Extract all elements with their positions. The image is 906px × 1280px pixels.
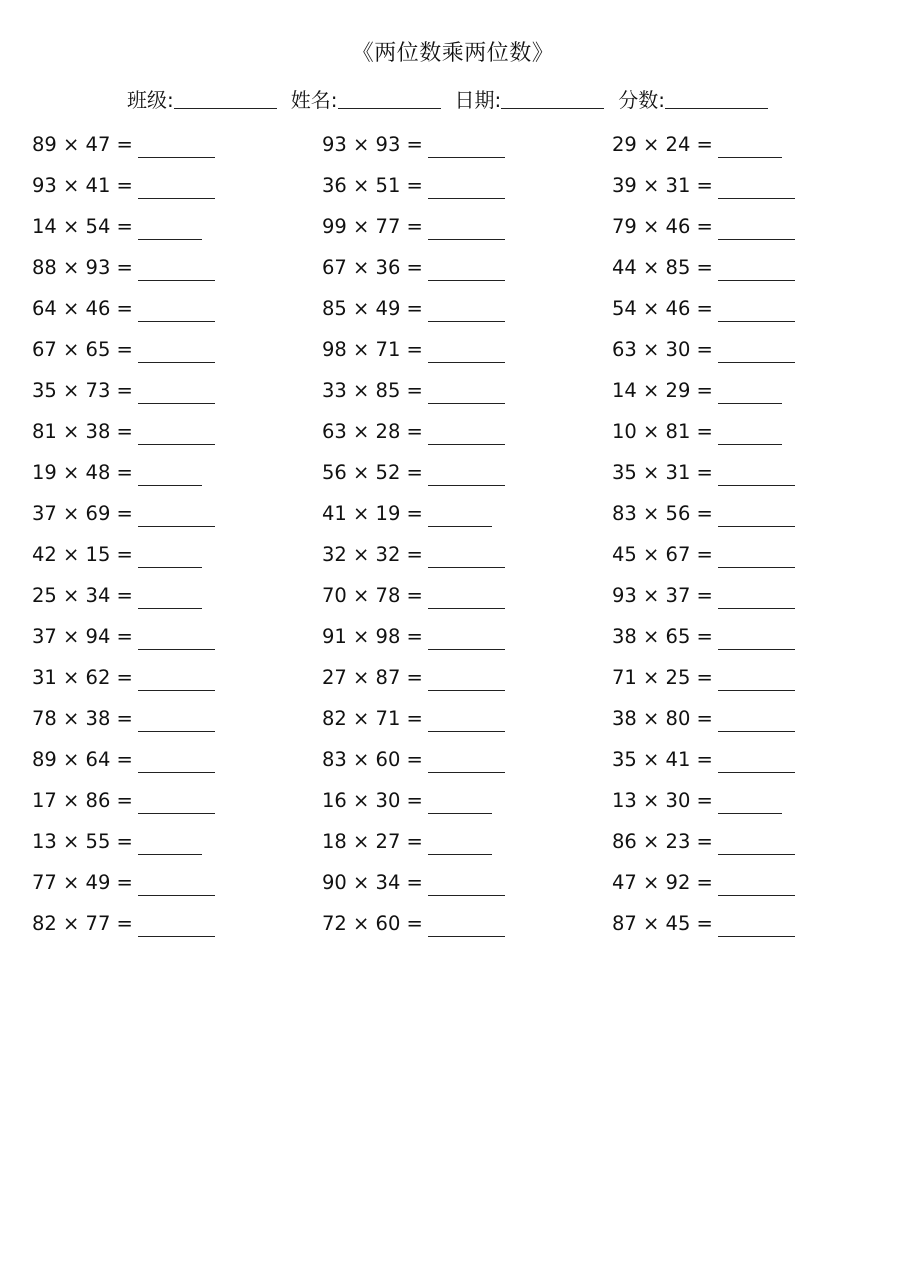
problem-expression: 89 × 47 = [32, 133, 133, 156]
answer-blank[interactable] [138, 791, 215, 814]
problem-expression: 32 × 32 = [322, 543, 423, 566]
answer-blank[interactable] [428, 504, 492, 527]
problem-item [612, 165, 882, 206]
answer-blank[interactable] [718, 709, 795, 732]
problem-expression: 87 × 45 = [612, 912, 713, 935]
problem-item [612, 739, 882, 780]
problem-item [32, 493, 322, 534]
problem-item [612, 862, 882, 903]
class-field [127, 86, 277, 114]
answer-blank[interactable] [138, 545, 202, 568]
problem-expression: 93 × 93 = [322, 133, 423, 156]
class-label: 班级: [127, 88, 174, 112]
worksheet-title: 《两位数乘两位数》 [351, 41, 555, 66]
problem-item [32, 124, 322, 165]
problem-item [322, 370, 612, 411]
problem-item [322, 329, 612, 370]
problem-item [322, 575, 612, 616]
answer-blank[interactable] [428, 135, 505, 158]
date-field [455, 86, 605, 114]
problem-item [32, 739, 322, 780]
answer-blank[interactable] [718, 873, 795, 896]
problem-item [612, 698, 882, 739]
problem-item [322, 903, 612, 944]
problem-expression: 54 × 46 = [612, 297, 713, 320]
problem-expression: 35 × 41 = [612, 748, 713, 771]
answer-blank[interactable] [718, 176, 795, 199]
problem-expression: 91 × 98 = [322, 625, 423, 648]
problem-item [612, 370, 882, 411]
problem-expression: 29 × 24 = [612, 133, 713, 156]
problem-expression: 89 × 64 = [32, 748, 133, 771]
student-info-row [127, 84, 768, 114]
problem-item [32, 329, 322, 370]
problem-expression: 70 × 78 = [322, 584, 423, 607]
score-field [618, 86, 768, 114]
problem-item [322, 616, 612, 657]
problem-item [612, 657, 882, 698]
problem-grid [32, 124, 882, 944]
problem-item [32, 206, 322, 247]
date-label: 日期: [454, 88, 502, 112]
problem-expression: 63 × 28 = [322, 420, 423, 443]
answer-blank[interactable] [428, 832, 492, 855]
answer-blank[interactable] [428, 340, 505, 363]
answer-blank[interactable] [718, 750, 795, 773]
problem-expression: 72 × 60 = [322, 912, 423, 935]
answer-blank[interactable] [138, 258, 215, 281]
problem-item [32, 288, 322, 329]
answer-blank[interactable] [138, 914, 215, 937]
answer-blank[interactable] [428, 258, 505, 281]
problem-item [612, 206, 882, 247]
problem-item [612, 616, 882, 657]
problem-expression: 99 × 77 = [322, 215, 423, 238]
problem-expression: 67 × 36 = [322, 256, 423, 279]
problem-item [322, 862, 612, 903]
problem-item [32, 903, 322, 944]
problem-expression: 82 × 71 = [322, 707, 423, 730]
answer-blank[interactable] [718, 627, 795, 650]
problem-expression: 14 × 29 = [612, 379, 713, 402]
problem-item [322, 493, 612, 534]
problem-item [612, 329, 882, 370]
problem-item [32, 698, 322, 739]
answer-blank[interactable] [718, 299, 795, 322]
problem-expression: 33 × 85 = [322, 379, 423, 402]
problem-item [322, 165, 612, 206]
answer-blank[interactable] [138, 176, 215, 199]
problem-item [322, 452, 612, 493]
problem-item [612, 903, 882, 944]
problem-item [322, 124, 612, 165]
problem-expression: 42 × 15 = [32, 543, 133, 566]
answer-blank[interactable] [718, 422, 782, 445]
problem-item [32, 862, 322, 903]
answer-blank[interactable] [718, 791, 782, 814]
class-blank[interactable] [174, 86, 277, 109]
name-field [291, 86, 441, 114]
answer-blank[interactable] [428, 586, 505, 609]
problem-item [32, 247, 322, 288]
problem-expression: 81 × 38 = [32, 420, 133, 443]
answer-blank[interactable] [138, 668, 215, 691]
answer-blank[interactable] [138, 381, 215, 404]
problem-expression: 37 × 69 = [32, 502, 133, 525]
answer-blank[interactable] [718, 668, 795, 691]
answer-blank[interactable] [138, 832, 202, 855]
problem-item [322, 698, 612, 739]
answer-blank[interactable] [138, 586, 202, 609]
problem-expression: 16 × 30 = [322, 789, 423, 812]
problem-expression: 14 × 54 = [32, 215, 133, 238]
answer-blank[interactable] [718, 504, 795, 527]
problem-item [612, 575, 882, 616]
problem-expression: 93 × 41 = [32, 174, 133, 197]
problem-item [322, 534, 612, 575]
answer-blank[interactable] [138, 299, 215, 322]
score-label: 分数: [618, 88, 665, 112]
answer-blank[interactable] [138, 627, 215, 650]
problem-expression: 83 × 56 = [612, 502, 713, 525]
problem-item [612, 452, 882, 493]
problem-expression: 19 × 48 = [32, 461, 133, 484]
problem-expression: 56 × 52 = [322, 461, 423, 484]
problem-expression: 17 × 86 = [32, 789, 133, 812]
answer-blank[interactable] [138, 873, 215, 896]
problem-item [32, 575, 322, 616]
problem-expression: 38 × 65 = [612, 625, 713, 648]
problem-item [612, 247, 882, 288]
problem-item [32, 370, 322, 411]
answer-blank[interactable] [428, 463, 505, 486]
answer-blank[interactable] [428, 873, 505, 896]
problem-expression: 13 × 30 = [612, 789, 713, 812]
answer-blank[interactable] [428, 791, 492, 814]
problem-item [322, 411, 612, 452]
problem-item [32, 534, 322, 575]
problem-item [612, 124, 882, 165]
problem-item [612, 780, 882, 821]
problem-expression: 78 × 38 = [32, 707, 133, 730]
problem-item [322, 206, 612, 247]
problem-expression: 10 × 81 = [612, 420, 713, 443]
problem-expression: 41 × 19 = [322, 502, 423, 525]
answer-blank[interactable] [138, 422, 215, 445]
problem-item [612, 493, 882, 534]
problem-item [32, 165, 322, 206]
problem-expression: 36 × 51 = [322, 174, 423, 197]
answer-blank[interactable] [428, 299, 505, 322]
problem-item [32, 657, 322, 698]
answer-blank[interactable] [428, 750, 505, 773]
problem-item [32, 411, 322, 452]
answer-blank[interactable] [138, 217, 202, 240]
name-blank[interactable] [338, 86, 441, 109]
problem-item [612, 288, 882, 329]
problem-expression: 88 × 93 = [32, 256, 133, 279]
answer-blank[interactable] [138, 709, 215, 732]
problem-expression: 37 × 94 = [32, 625, 133, 648]
problem-expression: 35 × 31 = [612, 461, 713, 484]
problem-item [32, 452, 322, 493]
problem-item [32, 821, 322, 862]
answer-blank[interactable] [138, 504, 215, 527]
answer-blank[interactable] [718, 381, 782, 404]
problem-expression: 79 × 46 = [612, 215, 713, 238]
problem-expression: 71 × 25 = [612, 666, 713, 689]
problem-item [322, 739, 612, 780]
answer-blank[interactable] [718, 914, 795, 937]
problem-expression: 31 × 62 = [32, 666, 133, 689]
problem-expression: 86 × 23 = [612, 830, 713, 853]
answer-blank[interactable] [718, 258, 795, 281]
problem-expression: 90 × 34 = [322, 871, 423, 894]
problem-expression: 45 × 67 = [612, 543, 713, 566]
answer-blank[interactable] [428, 381, 505, 404]
problem-expression: 27 × 87 = [322, 666, 423, 689]
date-blank[interactable] [501, 86, 604, 109]
problem-expression: 82 × 77 = [32, 912, 133, 935]
problem-expression: 25 × 34 = [32, 584, 133, 607]
answer-blank[interactable] [718, 832, 795, 855]
problem-expression: 47 × 92 = [612, 871, 713, 894]
problem-item [32, 780, 322, 821]
problem-item [612, 534, 882, 575]
problem-expression: 67 × 65 = [32, 338, 133, 361]
problem-item [612, 821, 882, 862]
answer-blank[interactable] [718, 545, 795, 568]
problem-expression: 38 × 80 = [612, 707, 713, 730]
answer-blank[interactable] [718, 463, 795, 486]
problem-item [612, 411, 882, 452]
answer-blank[interactable] [718, 135, 782, 158]
answer-blank[interactable] [428, 709, 505, 732]
problem-item [322, 821, 612, 862]
name-label: 姓名: [290, 88, 338, 112]
problem-item [322, 657, 612, 698]
problem-item [322, 780, 612, 821]
answer-blank[interactable] [428, 545, 505, 568]
answer-blank[interactable] [138, 340, 215, 363]
problem-item [322, 288, 612, 329]
problem-expression: 77 × 49 = [32, 871, 133, 894]
answer-blank[interactable] [718, 217, 795, 240]
answer-blank[interactable] [428, 176, 505, 199]
answer-blank[interactable] [138, 135, 215, 158]
answer-blank[interactable] [428, 668, 505, 691]
problem-expression: 93 × 37 = [612, 584, 713, 607]
problem-expression: 35 × 73 = [32, 379, 133, 402]
answer-blank[interactable] [718, 340, 795, 363]
answer-blank[interactable] [428, 217, 505, 240]
problem-expression: 39 × 31 = [612, 174, 713, 197]
problem-expression: 83 × 60 = [322, 748, 423, 771]
answer-blank[interactable] [428, 627, 505, 650]
answer-blank[interactable] [428, 422, 505, 445]
answer-blank[interactable] [718, 586, 795, 609]
answer-blank[interactable] [138, 463, 202, 486]
problem-expression: 63 × 30 = [612, 338, 713, 361]
answer-blank[interactable] [428, 914, 505, 937]
problem-expression: 13 × 55 = [32, 830, 133, 853]
problem-expression: 85 × 49 = [322, 297, 423, 320]
problem-item [322, 247, 612, 288]
problem-item [32, 616, 322, 657]
problem-expression: 64 × 46 = [32, 297, 133, 320]
answer-blank[interactable] [138, 750, 215, 773]
problem-expression: 98 × 71 = [322, 338, 423, 361]
problem-expression: 18 × 27 = [322, 830, 423, 853]
score-blank[interactable] [665, 86, 768, 109]
problem-expression: 44 × 85 = [612, 256, 713, 279]
